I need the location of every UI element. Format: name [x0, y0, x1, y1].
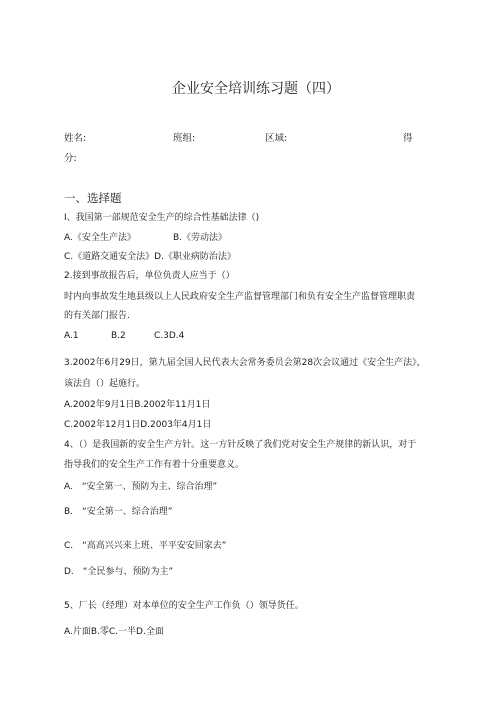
score-label-part-2: 分:	[64, 153, 77, 164]
score-label-part-1: 得	[403, 133, 413, 144]
question-3: 3.2002年6月29日，第九届全国人民代表大会常务委员会第28次会议通过《安全生产法》，	[64, 358, 426, 368]
q4-option-d: D. “全民参与、预防为主”	[64, 567, 174, 577]
q3-options-ab: A.2002年9月1日B.2002年11月1日	[64, 400, 211, 410]
area-label: 区域:	[265, 133, 288, 144]
question-4-line-2: 指导我们的安全生产工作有着十分重要意义。	[64, 460, 245, 470]
q4-option-b: B. “安全第一、综合治理”	[64, 507, 173, 517]
q3-options-cd: C.2002年12月1日D.2003年4月1日	[64, 420, 212, 430]
q1-option-a: A.《安全生产法》	[64, 233, 136, 243]
question-4: 4、（）是我国新的安全生产方针。这一方针反映了我们党对安全生产规律的新认识，对于	[64, 440, 417, 450]
name-label: 姓名:	[64, 133, 87, 144]
question-1: I、我国第一部规范安全生产的综合性基础法律（)	[64, 213, 260, 223]
q1-options-cd: C.《道路交通安全法》D.《职业病防治法》	[64, 252, 236, 262]
q4-option-a: A. “安全第一、预防为主、综合治理”	[64, 482, 218, 492]
question-2: 2.接到事故报告后，单位负责人应当于（）	[64, 271, 235, 281]
q2-option-a: A.1	[64, 331, 79, 341]
question-5: 5、厂长（经理）对本单位的安全生产工作负（）领导货任。	[64, 601, 304, 611]
class-label: 班组:	[173, 133, 196, 144]
q4-option-c: C. “高高兴兴来上班、平平安安回家去”	[64, 541, 227, 551]
question-3-line-2: 该法自（）起施行。	[64, 379, 146, 389]
q2-option-b: B.2	[111, 331, 126, 341]
question-2-line-2: 时内向事故发生地县级以上人民政府安全生产监督管理部门和负有安全生产监督管理职责	[64, 292, 416, 302]
document-title: 企业安全培训练习题（四）	[172, 81, 340, 97]
section-title: 一、选择题	[64, 191, 122, 205]
question-2-line-3: 的有关部门报告.	[64, 311, 130, 321]
q2-option-cd: C.3D.4	[154, 331, 185, 341]
q1-option-b: B.《劳动法》	[173, 233, 228, 243]
q5-options: A.片面B.零C.一半D.全面	[64, 627, 164, 637]
